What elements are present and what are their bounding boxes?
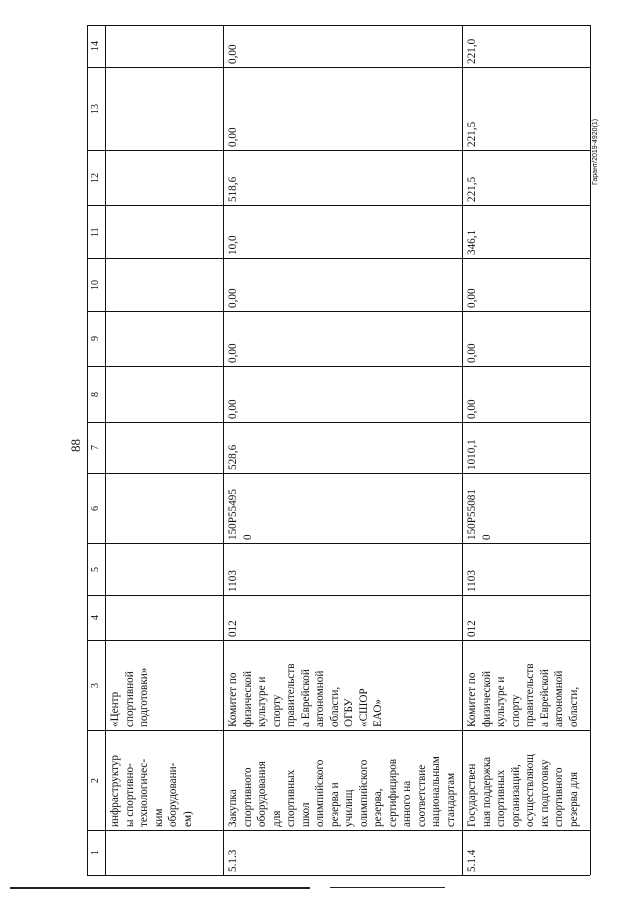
- table-cell-r3-c13: 221,5: [466, 121, 478, 147]
- table-cell-r3-c1: 5.1.4: [466, 849, 478, 872]
- table-cell-r2-c1: 5.1.3: [227, 849, 239, 872]
- table-row-border: [105, 25, 106, 875]
- table-row-border: [223, 25, 224, 875]
- table-col-border: [87, 875, 590, 876]
- table-cell-r2-c2: Закупка спортивного оборудования для спортивных школ олимпийского резерва и училищ олимпийского резерва, сертифициров анного на соответствие национальным стандартам: [227, 756, 457, 827]
- table-cell-r1-c3: «Центр спортивной подготовки»: [109, 667, 150, 727]
- table-cell-r2-c8: 0,00: [227, 399, 239, 419]
- table-cell-r2-c9: 0,00: [227, 343, 239, 363]
- table-col-border: [87, 640, 590, 641]
- table-header-cell: 12: [90, 172, 101, 183]
- table-row-border: [87, 25, 88, 875]
- table-row-border: [462, 25, 463, 875]
- table-cell-r3-c4: 012: [466, 620, 478, 637]
- table-cell-r2-c12: 518,6: [227, 176, 239, 202]
- table-cell-r3-c7: 1010,1: [466, 439, 478, 470]
- table-header-cell: 9: [90, 336, 101, 341]
- table-cell-r2-c11: 10,0: [227, 235, 239, 255]
- table-col-border: [87, 473, 590, 474]
- table-header-cell: 11: [90, 226, 101, 237]
- table-cell-r3-c11: 346,1: [466, 229, 478, 255]
- table-col-border: [87, 258, 590, 259]
- table-cell-r2-c6: 150Р55495 0: [227, 489, 254, 540]
- table-row-border: [590, 25, 591, 875]
- table-col-border: [87, 311, 590, 312]
- table-col-border: [87, 67, 590, 68]
- table-col-border: [87, 830, 590, 831]
- table-cell-r3-c12: 221,5: [466, 176, 478, 202]
- table-header-cell: 4: [90, 615, 101, 620]
- table-header-cell: 8: [90, 391, 101, 397]
- page-number: 88: [68, 439, 83, 452]
- table-header-cell: 3: [90, 682, 101, 688]
- table-header-cell: 7: [90, 445, 101, 450]
- table-col-border: [87, 730, 590, 731]
- bottom-rule: [10, 887, 310, 889]
- table-header-cell: 2: [90, 777, 101, 783]
- table-col-border: [87, 205, 590, 206]
- table-cell-r3-c10: 0,00: [466, 288, 478, 308]
- table-cell-r2-c3: Комитет по физической культуре и спорту правительств а Еврейской автономной области, ОГБУ «СШОР ЕАО»: [227, 663, 384, 727]
- table-col-border: [87, 150, 590, 151]
- table-cell-r3-c3: Комитет по физической культуре и спорту правительств а Еврейской автономной области,: [466, 663, 580, 727]
- table-cell-r3-c8: 0,00: [466, 399, 478, 419]
- table-header-cell: 13: [90, 103, 101, 114]
- table-header-cell: 6: [90, 505, 101, 511]
- table-cell-r1-c2: инфраструктур ы спортивно- технологичес- ким оборудовани- ем): [109, 754, 194, 827]
- bottom-rule-2: [330, 887, 445, 888]
- document-stamp: Гарант/2019-4920(1): [592, 118, 599, 185]
- table-header-cell: 5: [90, 566, 101, 572]
- table-header-cell: 14: [90, 41, 101, 51]
- table-cell-r2-c13: 0,00: [227, 127, 239, 147]
- table-header-cell: 10: [90, 279, 101, 290]
- table-col-border: [87, 595, 590, 596]
- table-cell-r2-c7: 528,6: [227, 444, 239, 470]
- table-cell-r2-c5: 1103: [227, 570, 239, 592]
- table-col-border: [87, 543, 590, 544]
- table-col-border: [87, 422, 590, 423]
- table-header-cell: 1: [90, 850, 101, 855]
- table-cell-r2-c14: 0,00: [227, 44, 239, 64]
- table-col-border: [87, 366, 590, 367]
- table-col-border: [87, 25, 590, 26]
- table-cell-r3-c9: 0,00: [466, 343, 478, 363]
- table-cell-r3-c2: Государствен ная поддержка спортивных организаций, осуществляющ их подготовку спортивного резерва для: [466, 754, 580, 827]
- table-cell-r3-c6: 150Р55081 0: [466, 489, 493, 540]
- table-cell-r2-c4: 012: [227, 620, 239, 637]
- table-cell-r2-c10: 0,00: [227, 288, 239, 308]
- table-cell-r3-c14: 221,0: [466, 38, 478, 64]
- table-cell-r3-c5: 1103: [466, 570, 478, 592]
